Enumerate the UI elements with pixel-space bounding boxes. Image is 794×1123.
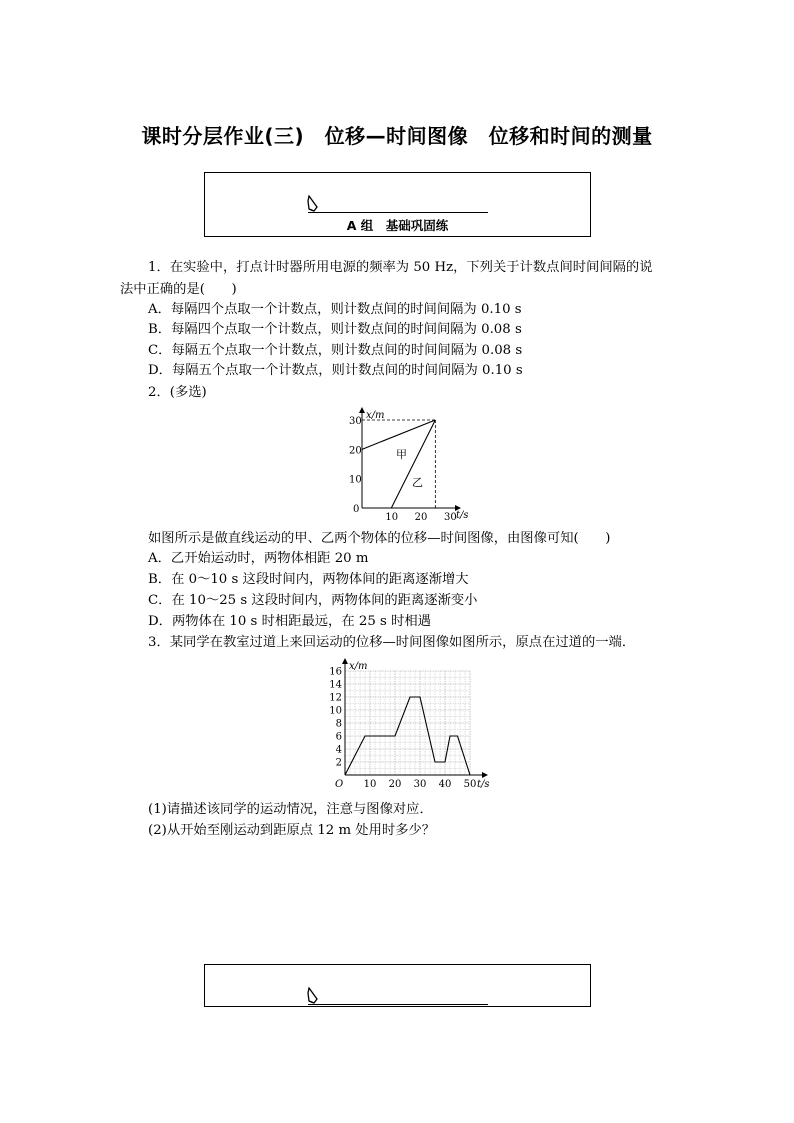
q2-label: 2．(多选) [148, 385, 207, 400]
g2-ytick-8: 8 [335, 718, 342, 730]
g2-xlabel: t/s [477, 779, 490, 790]
q1-option-c: C．每隔五个点取一个计数点，则计数点间的时间间隔为 0.08 s [148, 343, 523, 358]
q2-displacement-graph [340, 405, 480, 523]
g2-xtick-10: 10 [363, 779, 377, 790]
g1-xtick-10: 10 [385, 512, 399, 523]
g2-ytick-12: 12 [329, 692, 342, 704]
q1-option-b: B．每隔四个点取一个计数点，则计数点间的时间间隔为 0.08 s [148, 322, 522, 337]
g2-ylabel: x/m [349, 661, 368, 672]
g1-ytick-10: 10 [349, 474, 362, 486]
g1-xtick-30: 30 [444, 512, 457, 523]
q2-option-a: A．乙开始运动时，两物体相距 20 m [148, 551, 369, 566]
g1-ytick-20: 20 [349, 445, 362, 457]
g1-xtick-20: 20 [414, 512, 428, 523]
q1-stem-line2: 法中正确的是( ) [120, 282, 237, 297]
q1-option-d: D．每隔五个点取一个计数点，则计数点间的时间间隔为 0.10 s [148, 363, 523, 378]
g2-xtick-20: 20 [388, 779, 402, 790]
q2-option-d: D．两物体在 10 s 时相距最远，在 25 s 时相遇 [148, 614, 431, 629]
g2-origin: O [335, 779, 344, 790]
q3-stem: 3．某同学在教室过道上来回运动的位移—时间图像如图所示，原点在过道的一端． [148, 635, 636, 650]
pen-icon [306, 987, 320, 1005]
g1-label-jia: 甲 [396, 448, 407, 461]
footer-underline [308, 1004, 488, 1005]
group-label: A 组 基础巩固练 [346, 218, 449, 233]
q2-option-b: B．在 0～10 s 这段时间内，两物体间的距离逐渐增大 [148, 572, 469, 587]
q3-sub1: (1)请描述该同学的运动情况，注意与图像对应． [148, 802, 433, 817]
section-header-box [204, 172, 591, 237]
g1-series-yi [391, 420, 435, 508]
q1-option-a: A．每隔四个点取一个计数点，则计数点间的时间间隔为 0.10 s [148, 302, 522, 317]
g1-xlabel: t/s [456, 510, 469, 521]
g1-origin: 0 [353, 504, 360, 515]
q3-displacement-graph [325, 656, 505, 792]
g2-grid [345, 671, 470, 775]
g2-ytick-10: 10 [329, 705, 342, 717]
q3-sub2: (2)从开始至刚运动到距原点 12 m 处用时多少？ [148, 823, 436, 838]
g2-xtick-40: 40 [438, 779, 452, 790]
g2-ytick-4: 4 [335, 744, 342, 756]
g2-ytick-14: 14 [329, 679, 342, 691]
header-underline [308, 212, 488, 213]
g2-xtick-30: 30 [413, 779, 427, 790]
g2-ytick-16: 16 [329, 666, 342, 678]
q1-stem-line1: 1．在实验中，打点计时器所用电源的频率为 50 Hz，下列关于计数点间时间间隔的说 [148, 260, 653, 275]
section-footer-box [204, 964, 591, 1007]
g2-xtick-50: 50 [463, 779, 477, 790]
g2-ytick-6: 6 [335, 731, 342, 743]
g1-ylabel: x/m [366, 410, 385, 421]
q2-option-c: C．在 10～25 s 这段时间内，两物体间的距离逐渐变小 [148, 593, 478, 608]
page-title: 课时分层作业(三) 位移—时间图像 位移和时间的测量 [141, 124, 653, 148]
g1-series-jia [362, 420, 435, 449]
pen-icon [306, 195, 320, 213]
g2-ytick-2: 2 [335, 757, 342, 769]
q2-stem: 如图所示是做直线运动的甲、乙两个物体的位移—时间图像，由图像可知( ) [148, 531, 611, 546]
g1-label-yi: 乙 [412, 476, 423, 489]
g1-ytick-30: 30 [349, 416, 362, 427]
